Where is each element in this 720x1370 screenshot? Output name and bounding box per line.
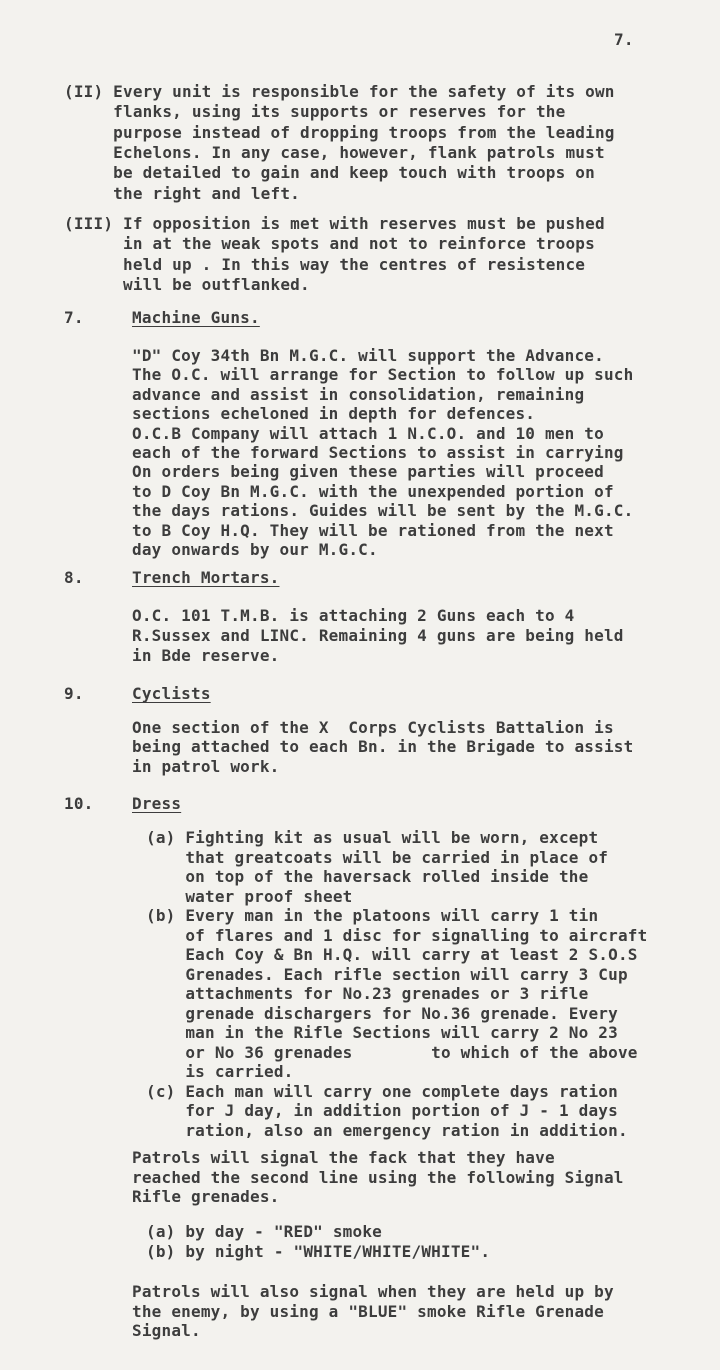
text-line: attachments for No.23 grenades or 3 rifle <box>146 984 589 1003</box>
text-line: will be outflanked. <box>64 274 310 294</box>
text-line: the days rations. Guides will be sent by the M.G.C. <box>132 501 634 521</box>
text-line: is carried. <box>146 1062 294 1081</box>
text-line: day onwards by our M.G.C. <box>132 540 378 559</box>
text-line: Patrols will signal the fack that they have <box>132 1148 555 1167</box>
text-line: on top of the haversack rolled inside the <box>146 867 589 886</box>
text-line: be detailed to gain and keep touch with troops on <box>64 163 595 183</box>
section-heading: Trench Mortars. <box>132 568 280 587</box>
text-line: the right and left. <box>64 183 300 203</box>
text-line: (b) Every man in the platoons will carry 1 tin <box>146 906 599 925</box>
text-line: to B Coy H.Q. They will be rationed from the next <box>132 520 614 540</box>
text-line: (a) by day - "RED" smoke <box>146 1222 382 1241</box>
text-line: Echelons. In any case, however, flank patrols must <box>64 142 605 162</box>
text-line: man in the Rifle Sections will carry 2 No 23 <box>146 1023 618 1042</box>
text-line: (III) If opposition is met with reserves must be pushed <box>64 214 605 233</box>
text-line: grenade dischargers for No.36 grenade. Every <box>146 1003 618 1023</box>
text-line: (II) Every unit is responsible for the safety of its own <box>64 82 615 101</box>
text-line: On orders being given these parties will proceed <box>132 462 604 482</box>
text-line: Signal. <box>132 1321 201 1340</box>
text-line: 10. <box>64 794 94 813</box>
section-heading: Dress <box>132 794 182 813</box>
text-line: that greatcoats will be carried in place of <box>146 847 609 867</box>
text-line: flanks, using its supports or reserves for the <box>64 102 566 122</box>
text-line: held up . In this way the centres of resistence <box>64 254 586 274</box>
text-line: (c) Each man will carry one complete days ration <box>146 1081 618 1101</box>
text-line: O.C. 101 T.M.B. is attaching 2 Guns each to 4 <box>132 606 575 625</box>
text-line: (b) by night - "WHITE/WHITE/WHITE". <box>146 1241 491 1261</box>
text-line: of flares and 1 disc for signalling to aircraft <box>146 925 648 945</box>
text-line: water proof sheet <box>146 886 353 906</box>
text-line: each of the forward Sections to assist in carrying <box>132 443 624 462</box>
text-line: 9. <box>64 684 84 703</box>
text-line: The O.C. will arrange for Section to follow up such <box>132 365 634 385</box>
text-line: the enemy, by using a "BLUE" smoke Rifle Grenade <box>132 1301 604 1321</box>
text-line: Rifle grenades. <box>132 1187 280 1206</box>
text-line: 7. <box>64 308 84 327</box>
text-line: (a) Fighting kit as usual will be worn, except <box>146 828 599 847</box>
text-line: to D Coy Bn M.G.C. with the unexpended portion of <box>132 481 614 501</box>
text-line: advance and assist in consolidation, remaining <box>132 384 585 404</box>
section-heading: Machine Guns. <box>132 308 260 327</box>
text-line: Grenades. Each rifle section will carry 3 Cup <box>146 964 628 984</box>
text-line: One section of the X Corps Cyclists Battalion is <box>132 718 614 737</box>
text-line: Each Coy & Bn H.Q. will carry at least 2 S.O.S <box>146 945 638 964</box>
text-line: reached the second line using the following Signal <box>132 1167 624 1187</box>
text-line: 8. <box>64 568 84 587</box>
text-line: for J day, in addition portion of J - 1 days <box>146 1101 618 1120</box>
text-line: O.C.B Company will attach 1 N.C.O. and 10 men to <box>132 423 604 443</box>
text-line: in Bde reserve. <box>132 646 280 665</box>
text-line: in patrol work. <box>132 756 280 776</box>
text-line: purpose instead of dropping troops from the leading <box>64 122 615 142</box>
text-line: "D" Coy 34th Bn M.G.C. will support the Advance. <box>132 346 604 365</box>
text-line: sections echeloned in depth for defences. <box>132 404 536 424</box>
section-heading: Cyclists <box>132 684 211 703</box>
text-line: or No 36 grenades to which of the above <box>146 1042 638 1062</box>
text-line: R.Sussex and LINC. Remaining 4 guns are being held <box>132 626 624 645</box>
text-line: in at the weak spots and not to reinforce troops <box>64 234 595 254</box>
text-line: being attached to each Bn. in the Brigade to assist <box>132 737 634 757</box>
text-line: ration, also an emergency ration in addition. <box>146 1120 628 1140</box>
page-number: 7. <box>614 30 634 49</box>
text-line: Patrols will also signal when they are held up by <box>132 1282 614 1301</box>
